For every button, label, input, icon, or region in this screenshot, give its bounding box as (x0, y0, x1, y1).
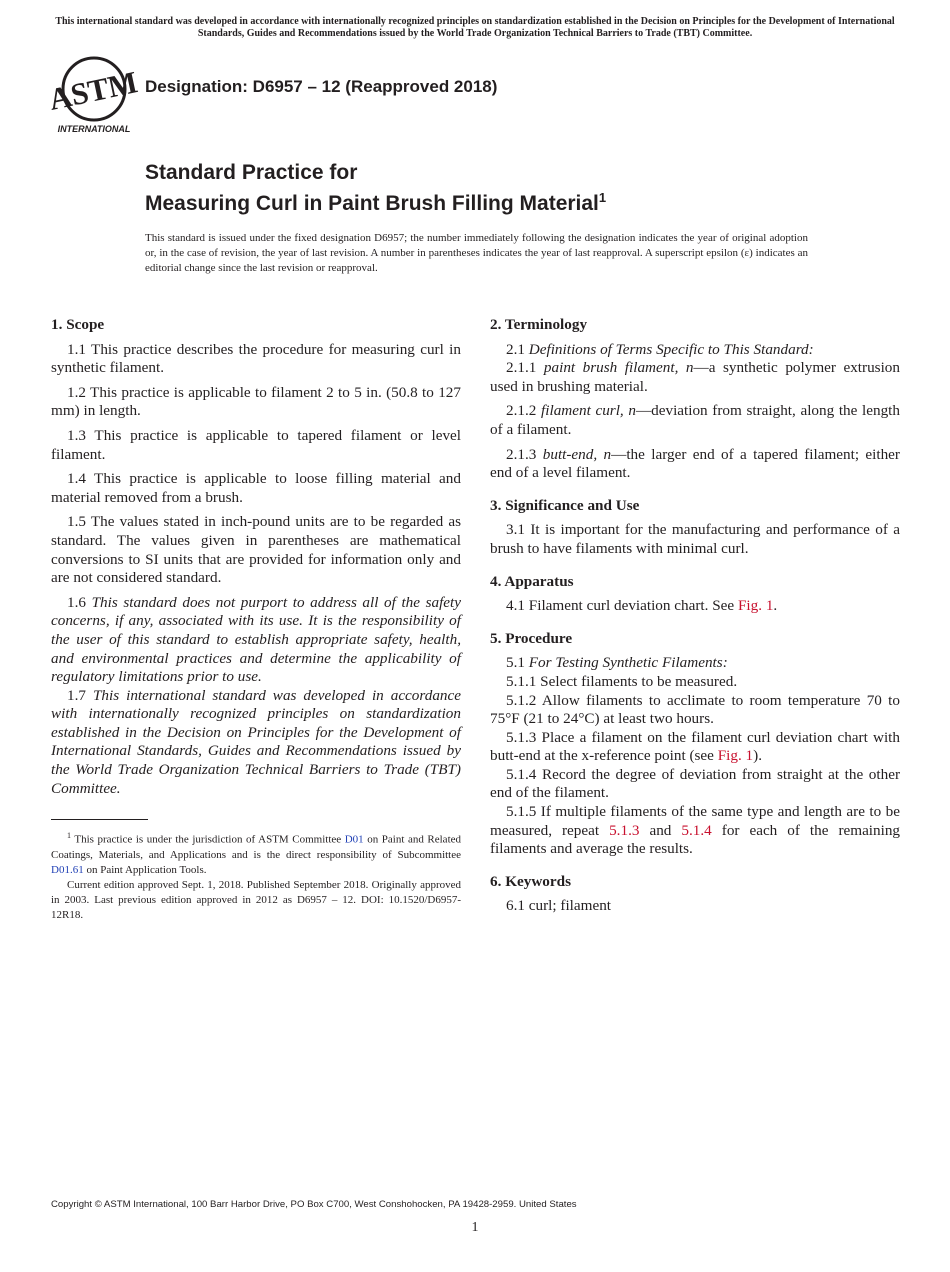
definition: —a synthetic polymer extrusion used in brushing material. (490, 359, 900, 395)
fig-1-link[interactable]: Fig. 1 (717, 747, 754, 765)
document-title (145, 160, 606, 216)
paragraph-4-1 (490, 597, 900, 616)
para-text: Definitions of Terms Specific to This Standard: (528, 340, 814, 358)
astm-logo-icon (45, 55, 141, 135)
para-text: This standard does not purport to address all of the safety concerns, if any, associated with its use. It is the responsibility of the user of this standard to establish appropriate safety, health, and environmental practices and determine the applicability of regulatory limitations prior to use. (51, 593, 462, 686)
section-heading-keywords: 6. Keywords (490, 872, 571, 890)
paragraph-1-7 (51, 687, 461, 799)
title-main: Measuring Curl in Paint Brush Filling Material (145, 192, 599, 215)
section-5-1-3-link[interactable]: 5.1.3 (609, 821, 640, 839)
footnote-text: This practice is under the jurisdiction of ASTM Committee (74, 833, 342, 846)
para-text: . (773, 597, 778, 615)
paragraph-5-1-4: 5.1.4 Record the degree of deviation from straight at the other end of the filament. (490, 765, 900, 802)
para-number: 2.1 (506, 340, 525, 358)
para-text: 5.1.3 Place a filament on the filament curl deviation chart with butt-end at the x-reference point (see (490, 728, 900, 765)
title-line-1: Standard Practice for (145, 161, 358, 184)
paragraph-1-1: 1.1 This practice describes the procedure for measuring curl in synthetic filament. (51, 340, 461, 377)
footnote-text: on Paint and Related Coatings, Materials, and Applications and is the direct responsibility of Subcommittee (51, 833, 462, 861)
title-line-2 (145, 185, 606, 216)
section-heading-terminology: 2. Terminology (490, 316, 588, 333)
logo-subtext: INTERNATIONAL (57, 124, 131, 134)
para-text: 4.1 Filament curl deviation chart. See (506, 597, 735, 615)
section-heading-scope: 1. Scope (51, 316, 105, 333)
left-column (51, 316, 461, 804)
paragraph-2-1-3 (490, 446, 900, 483)
paragraph-5-1-3 (490, 729, 900, 766)
committee-link-d01[interactable]: D01 (344, 833, 364, 846)
paragraph-1-4: 1.4 This practice is applicable to loose filling material and material removed from a brush. (51, 470, 461, 506)
top-notice: This international standard was developed in accordance with internationally recognized principles on standardization established in the Decision on Principles for the Development of International Standards, Guides and Recommendations issued by the World Trade Organization Technical Barriers to Trade (TBT) Committee. (55, 16, 895, 39)
issuance-statement: This standard is issued under the fixed designation D6957; the number immediately following the designation indicates the year of original adoption or, in the case of revision, the year of last revision. A number in parentheses indicates the year of last reapproval. A superscript epsilon (ε) indicates an editorial change since the last revision or reapproval. (145, 232, 808, 274)
para-text: 5.1.5 If multiple filaments of the same type and length are to be measured, repeat (490, 803, 900, 839)
fig-1-link[interactable]: Fig. 1 (737, 597, 774, 615)
term: butt-end, n (542, 445, 612, 463)
footnote-divider (51, 819, 148, 820)
section-5-1-4-link[interactable]: 5.1.4 (681, 821, 712, 839)
footnotes (51, 828, 461, 923)
paragraph-5-1-2: 5.1.2 Allow filaments to acclimate to room temperature 70 to 75°F (21 to 24°C) at least two hours. (490, 691, 900, 728)
para-text: ). (753, 747, 763, 765)
para-number: 2.1.3 (506, 445, 537, 463)
para-text: This international standard was developed in accordance with internationally recognized principles on standardization established in the Decision on Principles for the Development of International Standards, Guides and Recommendations issued by the World Trade Organization Technical Barriers to Trade (TBT) Committee. (51, 686, 462, 797)
para-number: 2.1.2 (506, 402, 537, 420)
footnote-mark: 1 (67, 831, 71, 840)
title-footnote-mark: 1 (598, 190, 607, 205)
paragraph-1-6 (51, 594, 461, 687)
footnote-text: on Paint Application Tools. (86, 863, 207, 876)
subcommittee-link-d0161[interactable]: D01.61 (51, 863, 84, 876)
right-column (490, 316, 900, 922)
para-number: 5.1 (506, 654, 525, 672)
logo-text: ASTM (45, 64, 141, 118)
paragraph-2-1-2 (490, 402, 900, 439)
term: filament curl, n (541, 402, 636, 420)
definition: —the larger end of a tapered filament; either end of a level filament. (490, 445, 900, 482)
section-heading-significance: 3. Significance and Use (490, 496, 640, 514)
paragraph-2-1 (490, 341, 900, 360)
paragraph-2-1-1 (490, 359, 900, 396)
section-heading-procedure: 5. Procedure (490, 629, 573, 647)
paragraph-5-1-5 (490, 803, 900, 859)
page-number: 1 (471, 1220, 479, 1235)
para-text: For Testing Synthetic Filaments: (528, 654, 728, 672)
copyright-notice: Copyright © ASTM International, 100 Barr Harbor Drive, PO Box C700, West Conshohocken, PA 19428-2959. United States (51, 1199, 577, 1210)
paragraph-1-5: 1.5 The values stated in inch-pound units are to be regarded as standard. The values given in parentheses are mathematical conversions to SI units that are provided for information only and are not considered standard. (51, 513, 461, 587)
para-number: 1.6 (67, 593, 86, 611)
para-text: and (649, 821, 672, 839)
paragraph-1-3: 1.3 This practice is applicable to tapered filament or level filament. (51, 426, 461, 463)
paragraph-1-2: 1.2 This practice is applicable to filament 2 to 5 in. (50.8 to 127 mm) in length. (51, 383, 461, 420)
footnote-1 (51, 828, 461, 878)
paragraph-3-1: 3.1 It is important for the manufacturing and performance of a brush to have filaments with minimal curl. (490, 521, 900, 557)
paragraph-5-1 (490, 654, 900, 673)
paragraph-6-1: 6.1 curl; filament (506, 897, 612, 915)
term: paint brush filament, n (543, 359, 694, 377)
para-number: 1.7 (67, 686, 86, 704)
astm-logo (45, 55, 141, 135)
paragraph-5-1-1: 5.1.1 Select filaments to be measured. (506, 672, 738, 690)
definition: —deviation from straight, along the length of a filament. (490, 402, 901, 438)
designation: Designation: D6957 – 12 (Reapproved 2018) (145, 77, 498, 96)
para-number: 2.1.1 (506, 359, 537, 377)
para-text: for each of the remaining filaments and average the results. (490, 821, 901, 858)
section-heading-apparatus: 4. Apparatus (490, 572, 574, 590)
footnote-edition: Current edition approved Sept. 1, 2018. Published September 2018. Originally approved in 2003. Last previous edition approved in 2012 as D6957 – 12. DOI: 10.1520/D6957-12R18. (51, 878, 461, 921)
